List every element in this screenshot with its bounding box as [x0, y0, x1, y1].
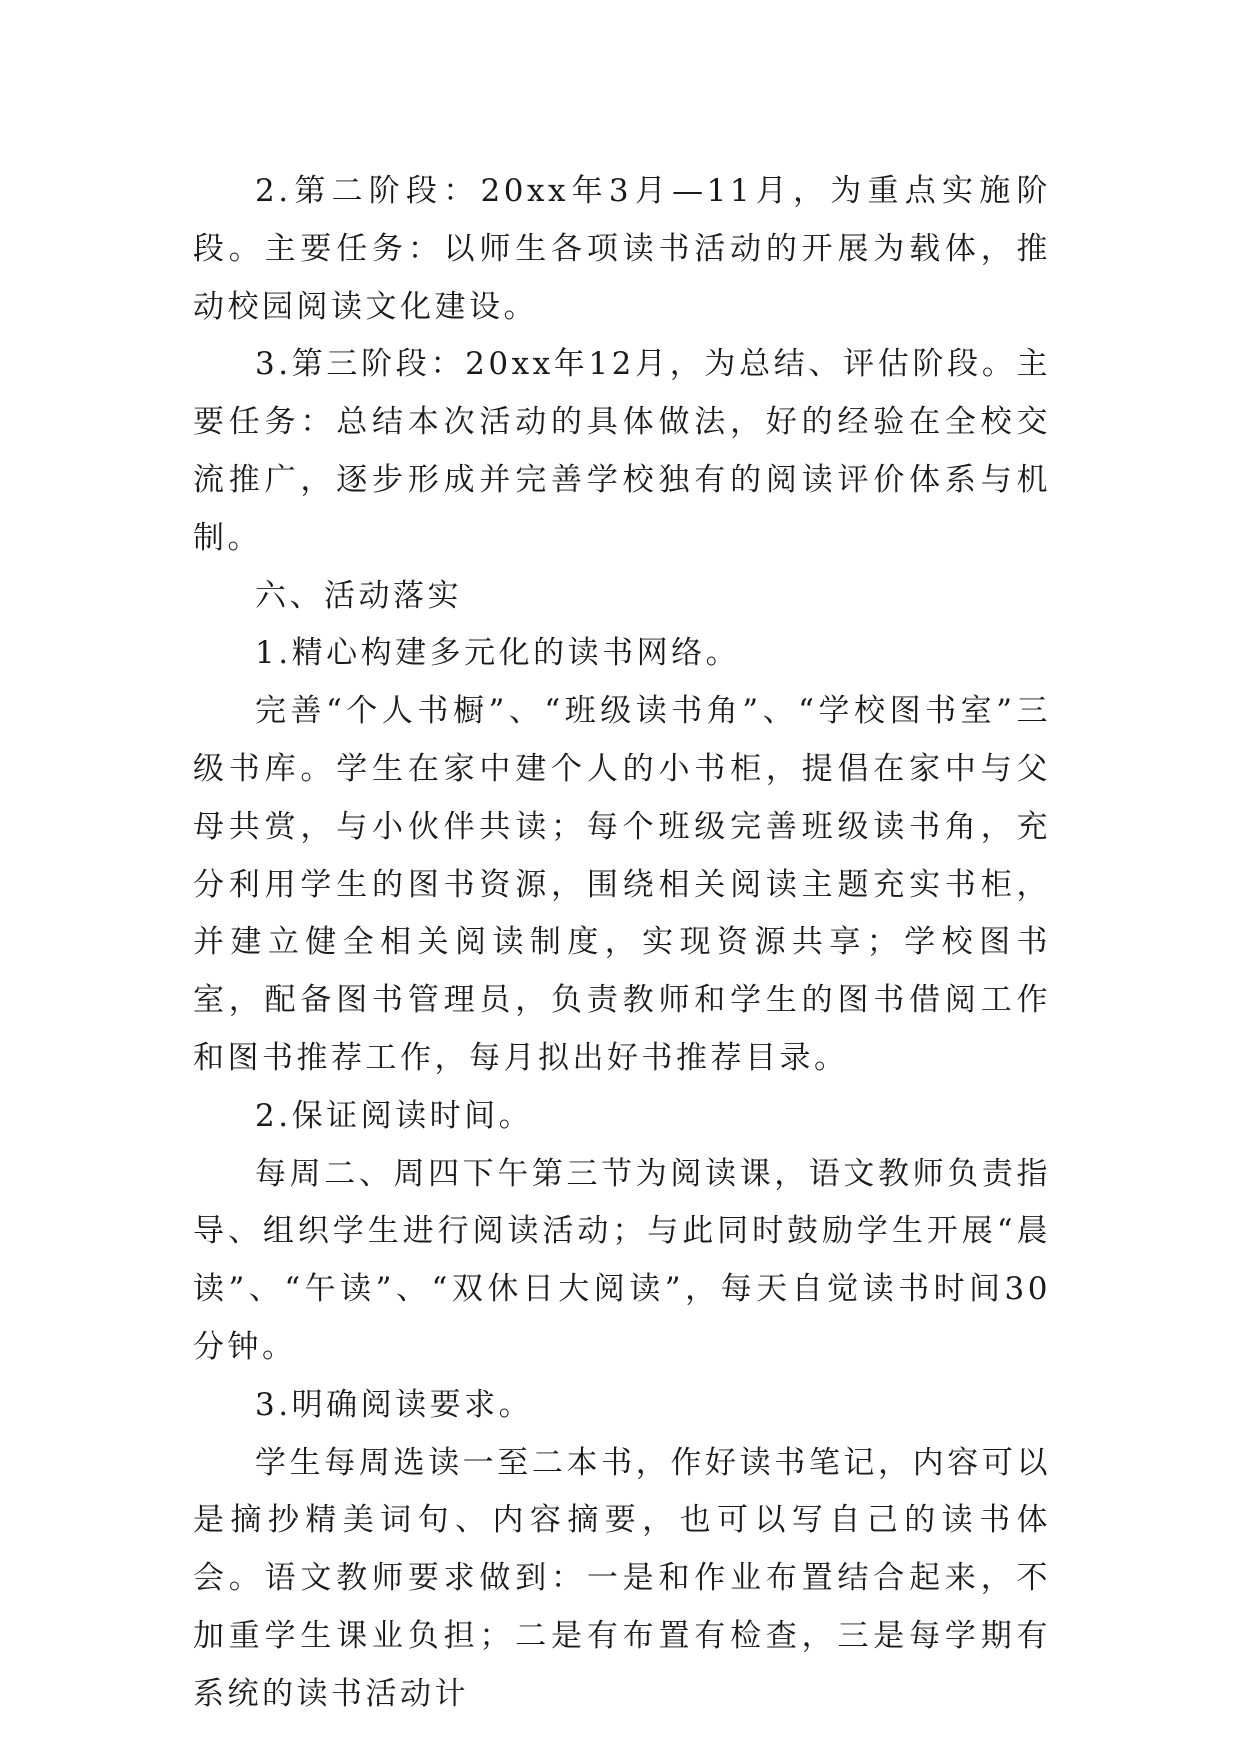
- subheading-reading-requirements: 3.明确阅读要求。: [255, 1386, 534, 1423]
- subheading-reading-time: 2.保证阅读时间。: [255, 1097, 534, 1134]
- subheading-reading-network: 1.精心构建多元化的读书网络。: [255, 635, 741, 672]
- paragraph-reading-network: 完善“个人书橱”、“班级读书角”、“学校图书室”三级书库。学生在家中建个人的小书柜，提倡在家中与父母共赏，与小伙伴共读；每个班级完善班级读书角，充分利用学生的图书资源，围绕相关阅读主题充实书柜，并建立健全相关阅读制度，实现资源共享；学校图书室，配备图书管理员，负责教师和学生的图书借阅工作和图书推荐工作，每月拟出好书推荐目录。: [193, 693, 1051, 1076]
- paragraph-reading-requirements: 学生每周选读一至二本书，作好读书笔记，内容可以是摘抄精美词句、内容摘要，也可以写自己的读书体会。语文教师要求做到：一是和作业布置结合起来，不加重学生课业负担；二是有布置有检查，三是每学期有系统的读书活动计: [193, 1444, 1051, 1712]
- section-heading-activity-implementation: 六、活动落实: [255, 577, 462, 614]
- paragraph-stage-three: 3.第三阶段：20xx年12月，为总结、评估阶段。主要任务：总结本次活动的具体做法，好的经验在全校交流推广，逐步形成并完善学校独有的阅读评价体系与机制。: [193, 346, 1051, 556]
- document-body: [193, 163, 1051, 1724]
- paragraph-stage-two: 2.第二阶段：20xx年3月—11月，为重点实施阶段。主要任务：以师生各项读书活动的开展为载体，推动校园阅读文化建设。: [193, 173, 1051, 325]
- paragraph-reading-time: 每周二、周四下午第三节为阅读课，语文教师负责指导、组织学生进行阅读活动；与此同时鼓励学生开展“晨读”、“午读”、“双休日大阅读”，每天自觉读书时间30分钟。: [193, 1155, 1051, 1365]
